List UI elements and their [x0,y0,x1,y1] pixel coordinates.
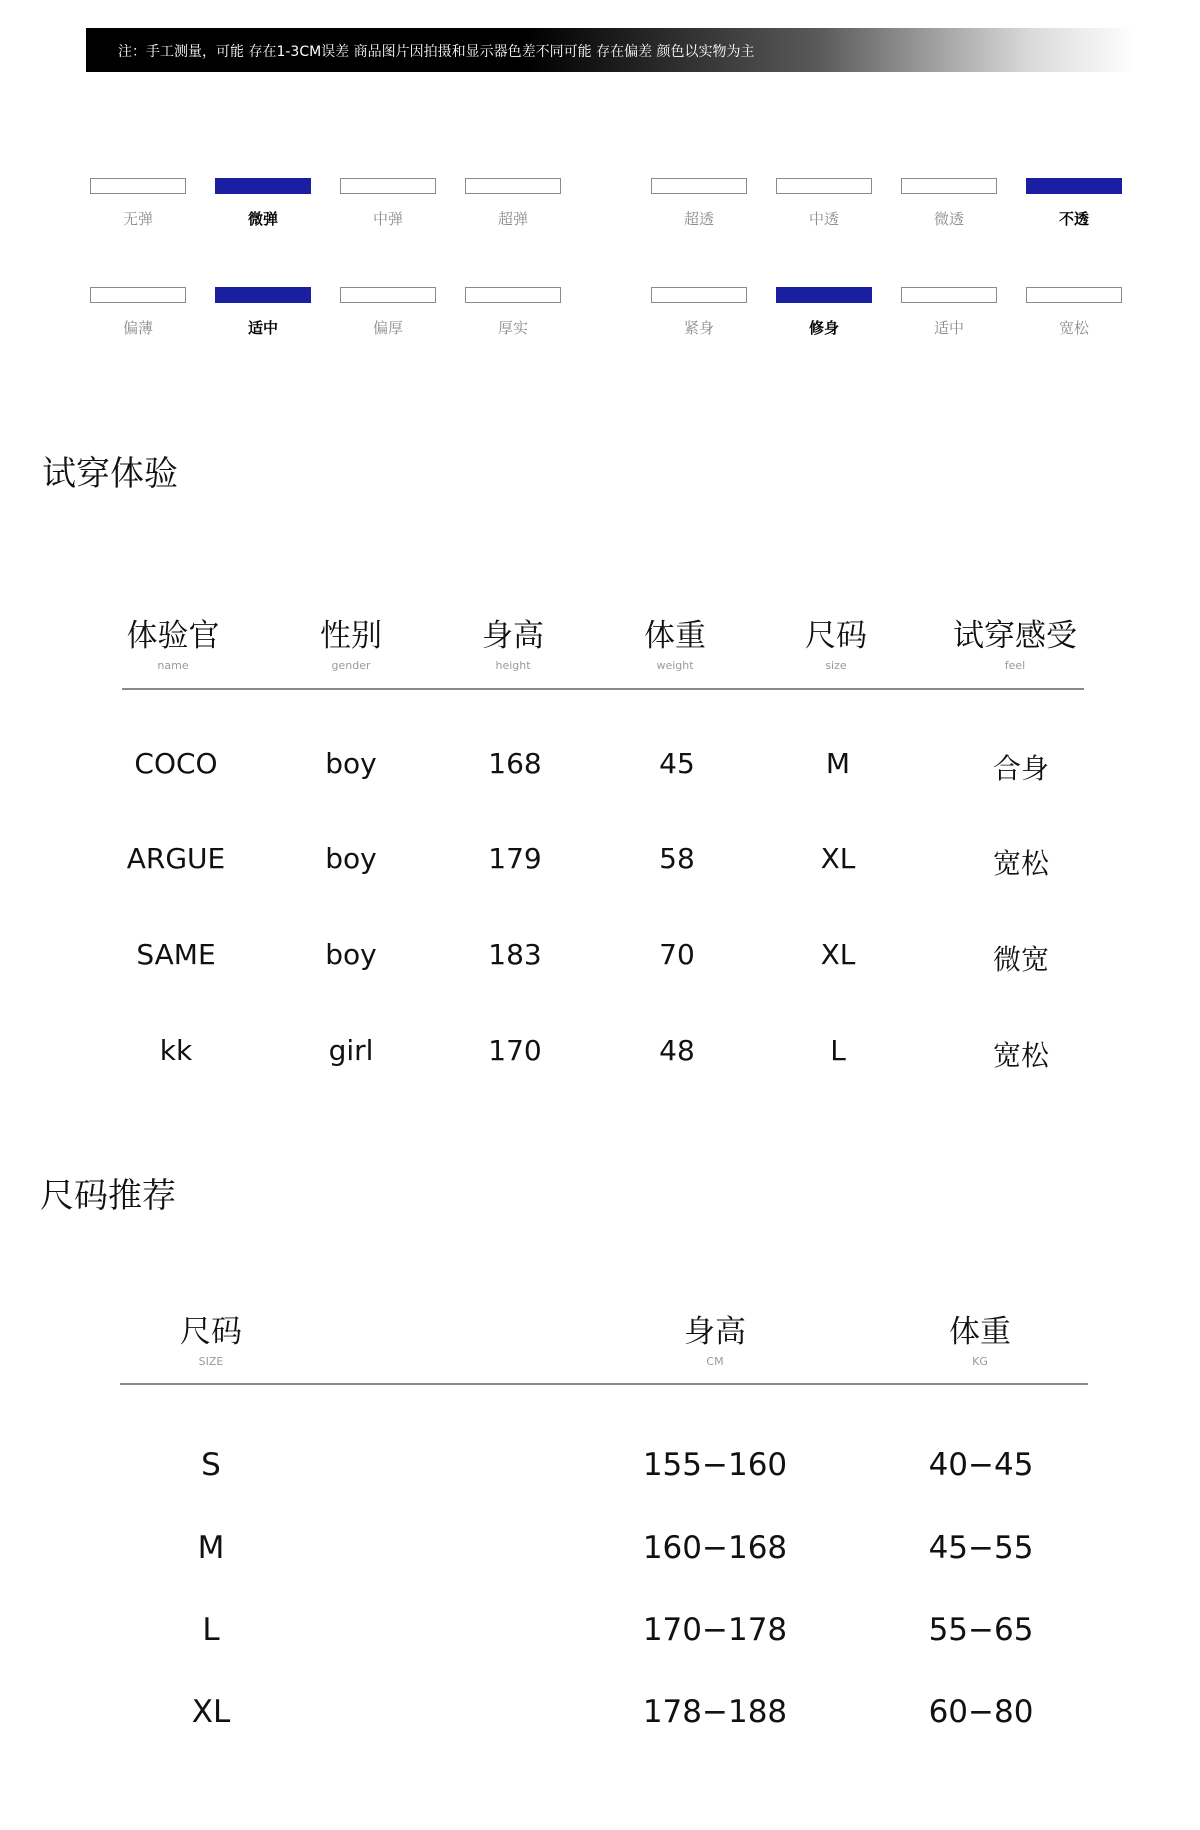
cell-height: 170 [488,1034,542,1067]
scale-bar [651,287,747,303]
scale-option [1026,178,1122,229]
cell-size: M [197,1530,225,1566]
cell-height: 179 [488,842,542,875]
cell-gender: boy [325,938,377,971]
scale-label: 超透 [683,210,714,228]
cell-height: 170−178 [642,1612,788,1648]
scale-bar [901,178,997,194]
cell-height: 168 [488,747,542,780]
scale-bar [90,178,186,194]
cell-size: S [201,1447,221,1483]
scale-option [1026,287,1122,338]
scale-bar [215,178,311,194]
scale-option [340,178,436,229]
cell-weight: 58 [659,842,695,875]
header-label: 体验官 [126,618,220,654]
size-rec-title: 尺码推荐 [40,1176,176,1216]
scale-bar [776,287,872,303]
cell-weight: 40−45 [928,1447,1034,1483]
scale-label: 修身 [808,319,839,337]
tryon-header-feel [930,610,1100,672]
cell-size: XL [820,842,856,875]
cell-height: 178−188 [642,1694,788,1730]
cell-weight: 70 [659,938,695,971]
cell-size: M [825,747,851,780]
header-sub: size [825,659,847,672]
scale-option [340,287,436,338]
scale-label: 偏薄 [122,319,153,337]
tryon-header-height [428,610,598,672]
scale-option [776,287,872,338]
tryon-header-gender [266,610,436,672]
scale-bar [340,287,436,303]
size-header-weight [895,1306,1065,1368]
header-sub: KG [972,1355,988,1368]
scale-bar [215,287,311,303]
header-sub: gender [331,659,371,672]
header-label: 尺码 [805,618,867,654]
scale-label: 适中 [933,319,964,337]
scale-option [651,178,747,229]
cell-weight: 60−80 [928,1694,1034,1730]
tryon-header-size [751,610,921,672]
scale-bar [776,178,872,194]
size-header-height [630,1306,800,1368]
cell-height: 155−160 [642,1447,788,1483]
scale-label: 超弹 [497,210,528,228]
scale-bar [465,287,561,303]
header-sub: CM [706,1355,724,1368]
scale-option [651,287,747,338]
cell-name: SAME [136,938,216,971]
cell-feel: 微宽 [992,943,1049,976]
scale-label: 中弹 [372,210,403,228]
scale-option [901,287,997,338]
scale-label: 偏厚 [372,319,403,337]
cell-weight: 45 [659,747,695,780]
scale-bar [901,287,997,303]
header-label: 体重 [949,1314,1011,1350]
cell-feel: 宽松 [992,847,1049,880]
scale-label: 微弹 [247,210,278,228]
cell-gender: boy [325,842,377,875]
tryon-title: 试穿体验 [42,454,178,494]
header-sub: SIZE [198,1355,224,1368]
cell-height: 160−168 [642,1530,788,1566]
cell-feel: 合身 [992,752,1049,785]
scale-bar [340,178,436,194]
size-header-size [126,1306,296,1368]
notice-text: 注：手工测量，可能 存在1-3CM误差 商品图片因拍摄和显示器色差不同可能 存在偏差 颜色以实物为主 [118,44,755,60]
header-sub: feel [1004,659,1026,672]
scale-option [215,287,311,338]
scale-label: 不透 [1058,210,1089,228]
header-label: 试穿感受 [953,618,1077,654]
scale-label: 紧身 [683,319,714,337]
scale-option [465,178,561,229]
scale-bar [1026,178,1122,194]
scale-option [465,287,561,338]
scale-label: 无弹 [122,210,153,228]
scale-bar [90,287,186,303]
scale-label: 中透 [808,210,839,228]
cell-gender: boy [325,747,377,780]
scale-label: 适中 [247,319,278,337]
header-sub: weight [656,659,694,672]
cell-weight: 45−55 [928,1530,1034,1566]
cell-weight: 48 [659,1034,695,1067]
tryon-header-name [88,610,258,672]
header-sub: height [495,659,531,672]
scale-bar [465,178,561,194]
cell-name: COCO [134,747,218,780]
header-label: 身高 [684,1314,746,1350]
header-sub: name [157,659,189,672]
header-label: 性别 [320,618,382,654]
cell-feel: 宽松 [992,1039,1049,1072]
header-label: 体重 [644,618,706,654]
tryon-header-weight [590,610,760,672]
scale-label: 厚实 [497,319,528,337]
scale-bar [651,178,747,194]
cell-size: XL [191,1694,231,1730]
scale-option [90,178,186,229]
cell-weight: 55−65 [928,1612,1034,1648]
scale-option [901,178,997,229]
scale-option [90,287,186,338]
size-divider [120,1383,1088,1385]
cell-size: L [202,1612,220,1648]
scale-label: 微透 [933,210,964,228]
cell-height: 183 [488,938,542,971]
scale-bar [1026,287,1122,303]
cell-size: L [830,1034,846,1067]
notice-bar [86,28,1134,72]
scale-option [776,178,872,229]
cell-name: kk [159,1034,193,1067]
header-label: 尺码 [180,1314,242,1350]
cell-gender: girl [328,1034,374,1067]
cell-name: ARGUE [126,842,226,875]
cell-size: XL [820,938,856,971]
header-label: 身高 [482,618,544,654]
scale-option [215,178,311,229]
tryon-divider [122,688,1084,690]
scale-label: 宽松 [1058,319,1089,337]
